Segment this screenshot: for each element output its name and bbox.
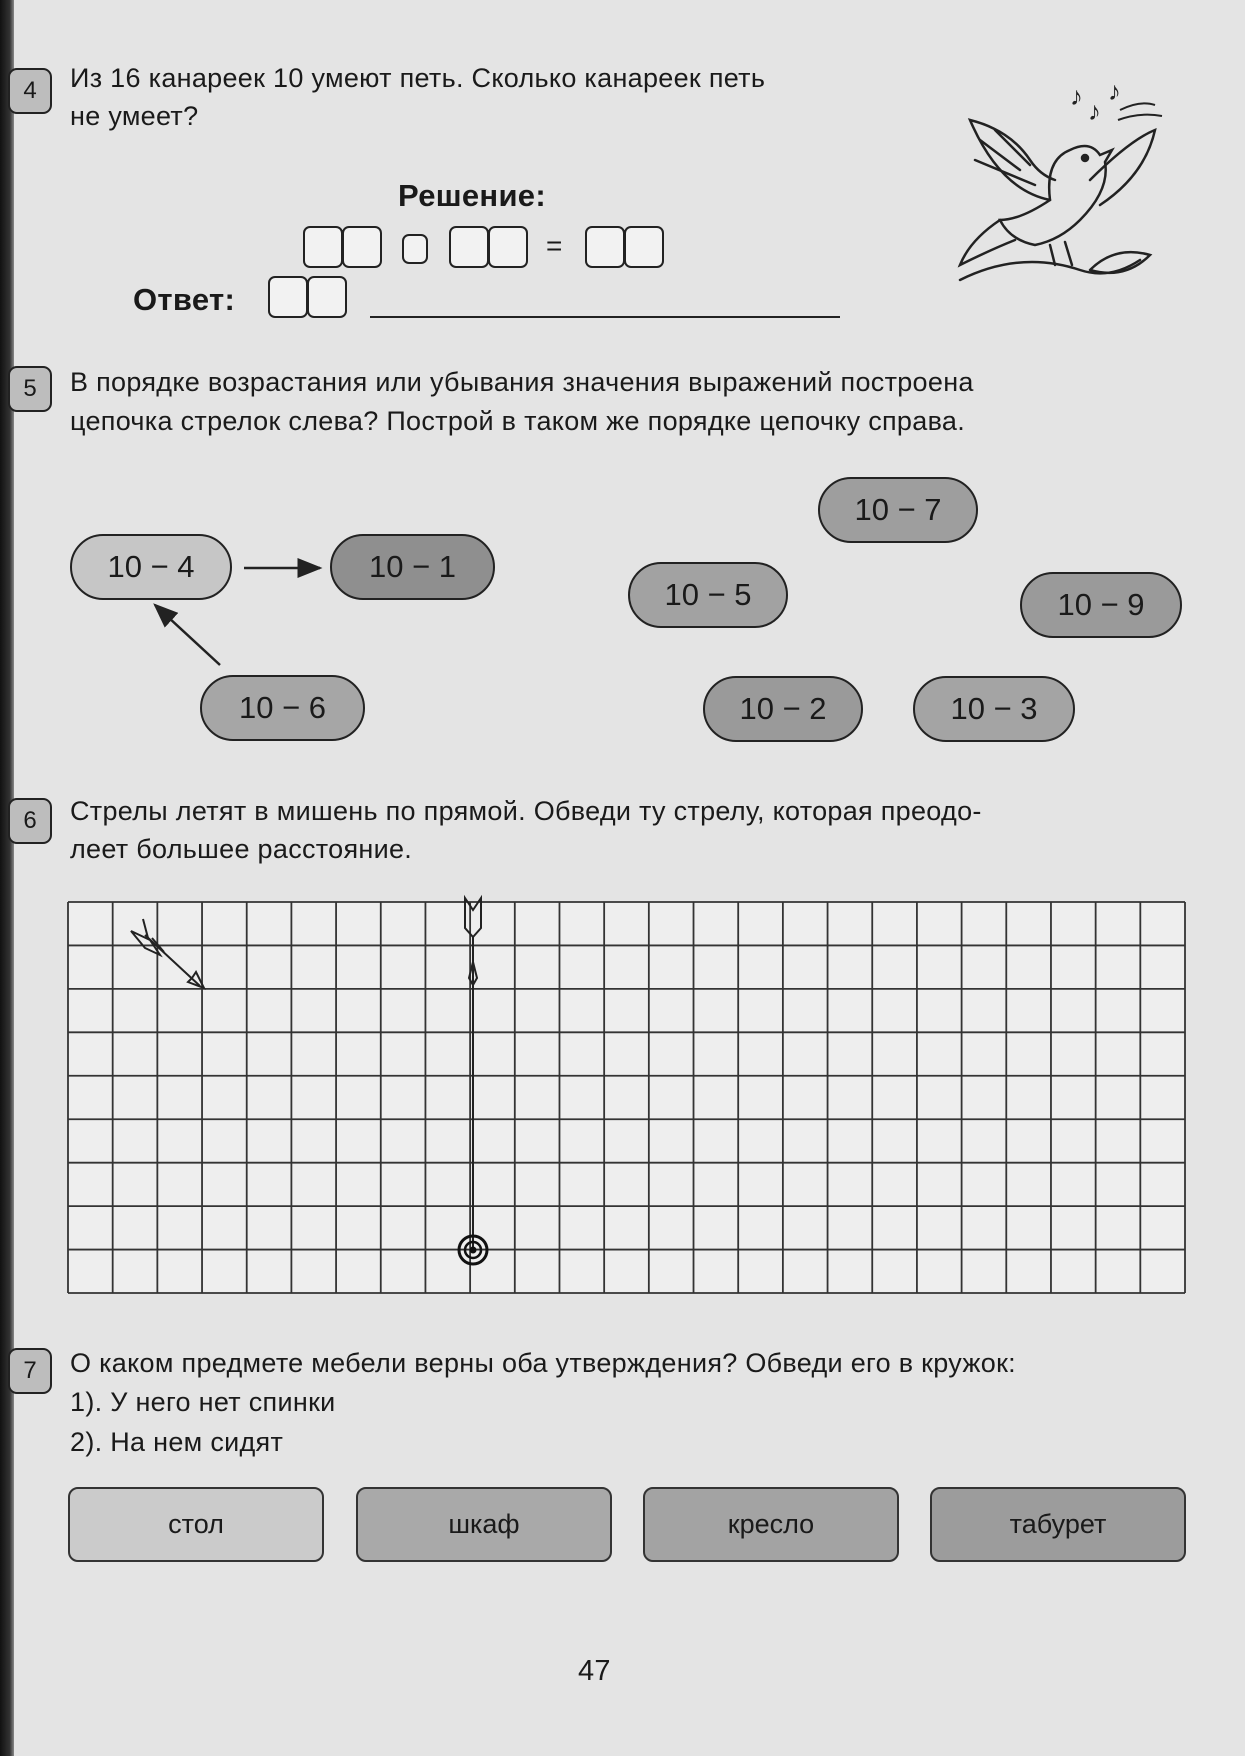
expression-oval: 10 − 4 — [70, 534, 232, 600]
answer-cell[interactable] — [303, 226, 343, 268]
task4-text-line2: не умеет? — [70, 101, 199, 131]
arrows-and-target — [0, 0, 1, 1]
task4-text-line1: Из 16 канареек 10 умеют петь. Сколько канареек петь — [70, 63, 766, 93]
expression-oval[interactable]: 10 − 5 — [628, 562, 788, 628]
answer-cell[interactable] — [624, 226, 664, 268]
task7-question: О каком предмете мебели верны оба утверждения? Обведи его в кружок: — [70, 1348, 1016, 1378]
expression-oval[interactable]: 10 − 2 — [703, 676, 863, 742]
svg-text:♪: ♪ — [1088, 96, 1101, 126]
answer-label: Ответ: — [133, 282, 236, 317]
task5-text-line1: В порядке возрастания или убывания значения выражений построена — [70, 367, 974, 397]
equals-sign: = — [546, 230, 563, 261]
task-number-6: 6 — [8, 798, 52, 844]
option-stol[interactable]: стол — [68, 1487, 324, 1562]
page-number: 47 — [578, 1655, 611, 1687]
singing-bird-icon — [940, 76, 1170, 320]
answer-cell[interactable] — [268, 276, 308, 318]
task7-statement-2: 2). На нем сидят — [70, 1427, 284, 1457]
solution-label: Решение: — [398, 178, 546, 213]
arrow-up-left — [155, 605, 220, 665]
answer-cell[interactable] — [342, 226, 382, 268]
option-shkaf[interactable]: шкаф — [356, 1487, 612, 1562]
expression-oval[interactable]: 10 − 7 — [818, 477, 978, 543]
answer-cell[interactable] — [449, 226, 489, 268]
task5-text-line2: цепочка стрелок слева? Построй в таком же порядке цепочку справа. — [70, 406, 966, 436]
task-number-4: 4 — [8, 68, 52, 114]
task6-text-line2: леет большее расстояние. — [70, 834, 413, 864]
operator-cell[interactable] — [402, 234, 428, 264]
svg-text:♪: ♪ — [1070, 81, 1083, 111]
square-grid — [68, 902, 1185, 1293]
option-kreslo[interactable]: кресло — [643, 1487, 899, 1562]
expression-oval: 10 − 6 — [200, 675, 365, 741]
task7-statement-1: 1). У него нет спинки — [70, 1387, 336, 1417]
option-taburet[interactable]: табурет — [930, 1487, 1186, 1562]
answer-cell[interactable] — [307, 276, 347, 318]
task-number-7: 7 — [8, 1348, 52, 1394]
task6-text-line1: Стрелы летят в мишень по прямой. Обведи ту стрелу, которая преодо- — [70, 796, 982, 826]
answer-cell[interactable] — [585, 226, 625, 268]
answer-cell[interactable] — [488, 226, 528, 268]
answer-line[interactable] — [370, 316, 840, 318]
expression-oval[interactable]: 10 − 9 — [1020, 572, 1182, 638]
svg-text:♪: ♪ — [1108, 76, 1121, 106]
expression-oval[interactable]: 10 − 3 — [913, 676, 1075, 742]
page-binding-edge — [0, 0, 14, 1756]
grid-background — [68, 902, 1185, 1293]
task-number-5: 5 — [8, 366, 52, 412]
expression-oval: 10 − 1 — [330, 534, 495, 600]
